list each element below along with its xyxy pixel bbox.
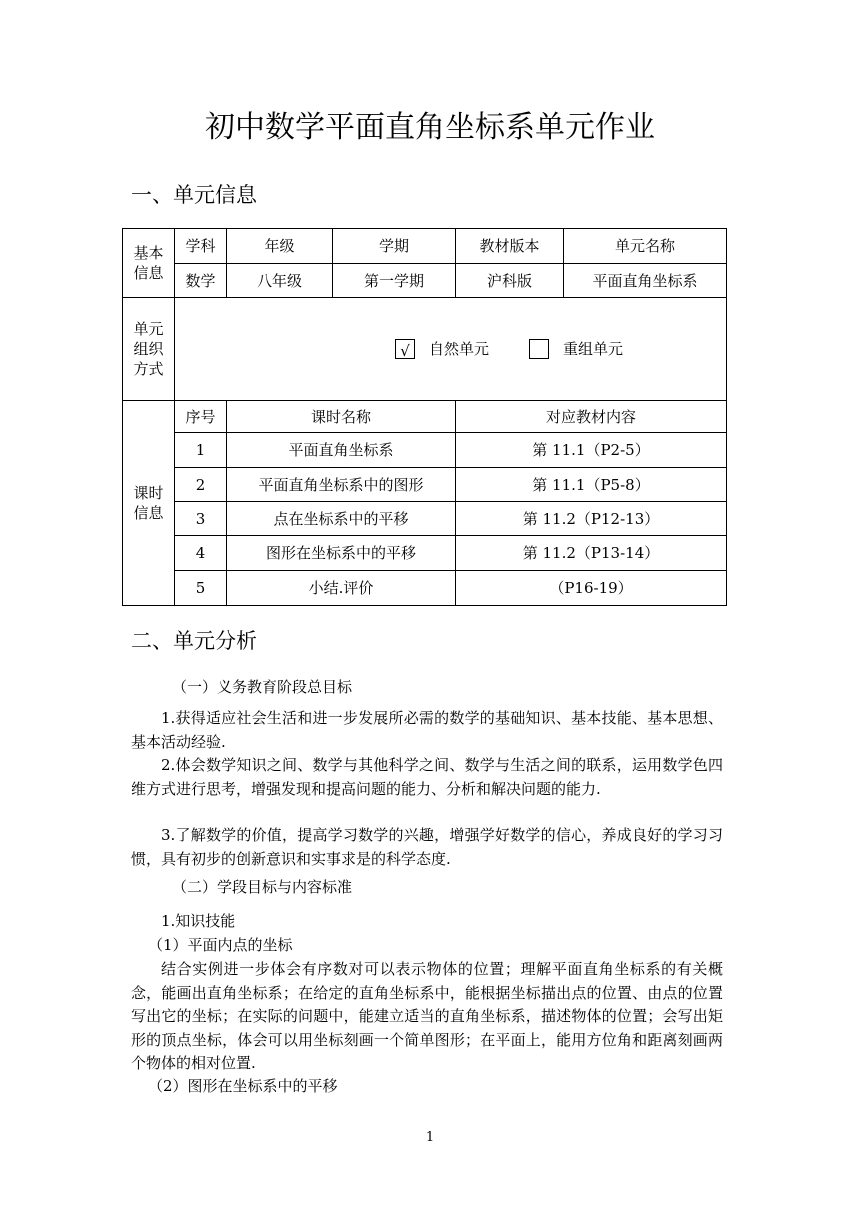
value-subject: 数学 [175, 264, 227, 298]
org-method-options [175, 298, 727, 401]
lesson-name: 平面直角坐标系中的图形 [227, 468, 456, 502]
header-edition: 教材版本 [456, 229, 564, 264]
figure-translation-item: （2）图形在坐标系中的平移 [148, 1077, 338, 1095]
goal-paragraph-3: 3.了解数学的价值，提高学习数学的兴趣，增强学好数学的信心，养成良好的学习习惯，具有初步的创新意识和实事求是的科学态度. [131, 826, 723, 868]
table-row [123, 536, 727, 571]
point-coordinates-item: （1）平面内点的坐标 [148, 936, 293, 954]
lesson-header-name: 课时名称 [227, 401, 456, 433]
header-term: 学期 [333, 229, 456, 264]
value-unit-name: 平面直角坐标系 [564, 264, 727, 298]
lesson-name: 图形在坐标系中的平移 [227, 536, 456, 571]
regrouped-unit-label: 重组单元 [563, 340, 624, 358]
lesson-name: 小结.评价 [227, 571, 456, 606]
goal-paragraph-2: 2.体会数学知识之间、数学与其他科学之间、数学与生活之间的联系，运用数学色四维方式进行思考，增强发现和提高问题的能力、分析和解决问题的能力. [131, 756, 723, 798]
table-row [123, 502, 727, 536]
natural-unit-checkbox[interactable]: √ [395, 339, 415, 359]
lesson-no: 5 [175, 571, 227, 606]
lesson-content: 第 11.2（P12-13） [456, 502, 727, 536]
header-subject: 学科 [175, 229, 227, 264]
unit-info-table [122, 228, 727, 606]
lesson-header-content: 对应教材内容 [456, 401, 727, 433]
lesson-no: 4 [175, 536, 227, 571]
header-grade: 年级 [227, 229, 333, 264]
knowledge-skills-item: 1.知识技能 [161, 912, 236, 930]
value-grade: 八年级 [227, 264, 333, 298]
subheading-overall-goals: （一）义务教育阶段总目标 [172, 678, 353, 696]
value-term: 第一学期 [333, 264, 456, 298]
lesson-no: 2 [175, 468, 227, 502]
org-method-label: 单元 组织 方式 [123, 298, 175, 401]
coordinates-paragraph: 结合实例进一步体会有序数对可以表示物体的位置；理解平面直角坐标系的有关概念，能画出直角坐标系；在给定的直角坐标系中，能根据坐标描出点的位置、由点的位置写出它的坐标；在实际的问题中，能建立适当的直角坐标系，描述物体的位置；会写出矩形的顶点坐标，体会可以用坐标刻画一个简单图形；在平面上，能用方位角和距离刻画两个物体的相对位置. [131, 960, 723, 1072]
value-edition: 沪科版 [456, 264, 564, 298]
lesson-no: 3 [175, 502, 227, 536]
goal-paragraph-1: 1.获得适应社会生活和进一步发展所必需的数学的基础知识、基本技能、基本思想、基本活动经验. [131, 709, 723, 751]
lesson-info-label: 课时 信息 [123, 401, 175, 606]
table-row [123, 433, 727, 468]
section-heading-unit-info: 一、单元信息 [131, 183, 257, 207]
natural-unit-label: 自然单元 [429, 340, 490, 358]
table-row [123, 571, 727, 606]
lesson-content: 第 11.1（P5-8） [456, 468, 727, 502]
basic-info-label: 基本 信息 [123, 229, 175, 298]
lesson-name: 点在坐标系中的平移 [227, 502, 456, 536]
lesson-content: 第 11.1（P2-5） [456, 433, 727, 468]
lesson-no: 1 [175, 433, 227, 468]
regrouped-unit-checkbox[interactable] [529, 339, 549, 359]
subheading-stage-goals: （二）学段目标与内容标准 [172, 878, 353, 896]
lesson-header-no: 序号 [175, 401, 227, 433]
lesson-content: 第 11.2（P13-14） [456, 536, 727, 571]
section-heading-unit-analysis: 二、单元分析 [131, 629, 257, 653]
document-title: 初中数学平面直角坐标系单元作业 [205, 110, 655, 145]
page-number: 1 [425, 1130, 435, 1145]
lesson-name: 平面直角坐标系 [227, 433, 456, 468]
header-unit-name: 单元名称 [564, 229, 727, 264]
table-row [123, 468, 727, 502]
lesson-content: （P16-19） [456, 571, 727, 606]
